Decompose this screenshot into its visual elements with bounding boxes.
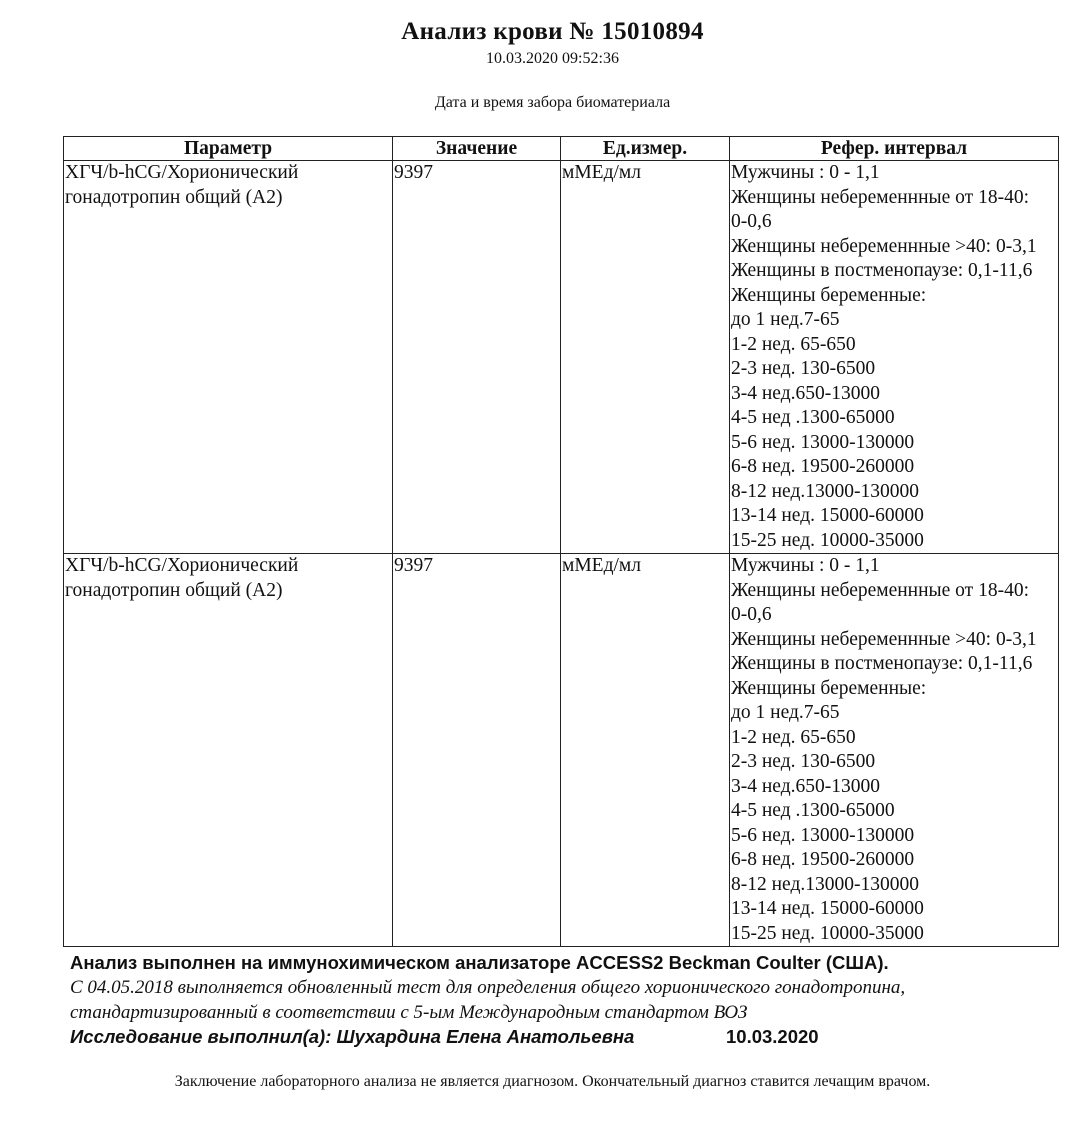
reference-line: Мужчины : 0 - 1,1 [731, 555, 880, 576]
disclaimer: Заключение лабораторного анализа не является диагнозом. Окончательный диагноз ставится лечащим врачом. [174, 1073, 931, 1090]
reference-line: 5-6 нед. 13000-130000 [731, 824, 915, 846]
table-header-row [64, 137, 1059, 161]
table-row [64, 161, 1059, 554]
reference-line: 4-5 нед .1300-65000 [731, 800, 895, 821]
reference-line: 8-12 нед.13000-130000 [731, 480, 919, 502]
reference-line: 0-0,6 [731, 604, 772, 625]
value-cell: 9397 [393, 161, 561, 554]
reference-line: Женщины беременные: [731, 284, 927, 306]
reference-line: 3-4 нед.650-13000 [731, 775, 880, 797]
reference-line: 13-14 нед. 15000-60000 [731, 898, 924, 919]
analyzer-note: Анализ выполнен на иммунохимическом анализаторе ACCESS2 Beckman Coulter (США). [70, 952, 889, 973]
reference-line: Женщины небеременнные от 18-40: [731, 579, 1029, 601]
page-title: Анализ крови № 15010894 [401, 18, 704, 45]
unit-cell: мМЕд/мл [561, 554, 730, 947]
reference-line: 1-2 нед. 65-650 [731, 333, 856, 355]
reference-line: 4-5 нед .1300-65000 [731, 407, 895, 428]
column-header-value: Значение [393, 137, 561, 161]
reference-line: до 1 нед.7-65 [731, 702, 840, 723]
reference-cell [730, 554, 1059, 947]
performer-line [70, 1026, 819, 1048]
performer-name: Исследование выполнил(а): Шухардина Елена Анатольевна [70, 1026, 635, 1047]
column-header-parameter: Параметр [64, 137, 393, 161]
reference-line: 6-8 нед. 19500-260000 [731, 849, 915, 870]
reference-line: 1-2 нед. 65-650 [731, 726, 856, 748]
reference-line: 13-14 нед. 15000-60000 [731, 505, 924, 526]
reference-line: до 1 нед.7-65 [731, 309, 840, 330]
reference-line: Женщины небеременнные >40: 0-3,1 [731, 235, 1037, 257]
test-update-note: С 04.05.2018 выполняется обновленный тест для определения общего хорионического гонадотропина, стандартизированный в соответствии с 5-ым Международным стандартом ВОЗ [70, 977, 906, 1023]
column-header-reference: Рефер. интервал [730, 137, 1059, 161]
column-header-unit: Ед.измер. [561, 137, 730, 161]
reference-line: 6-8 нед. 19500-260000 [731, 456, 915, 477]
parameter-name: ХГЧ/b-hCG/Хорионический [65, 555, 299, 576]
reference-line: 15-25 нед. 10000-35000 [731, 922, 924, 944]
reference-line: Женщины небеременнные >40: 0-3,1 [731, 628, 1037, 650]
reference-line: 8-12 нед.13000-130000 [731, 873, 919, 895]
reference-line: 2-3 нед. 130-6500 [731, 751, 876, 772]
reference-line: 0-0,6 [731, 211, 772, 232]
parameter-name: гонадотропин общий (A2) [65, 186, 283, 208]
analysis-datetime: 10.03.2020 09:52:36 [486, 50, 619, 67]
reference-line: 5-6 нед. 13000-130000 [731, 431, 915, 453]
reference-line: Женщины небеременнные от 18-40: [731, 186, 1029, 208]
reference-line: 2-3 нед. 130-6500 [731, 358, 876, 379]
reference-line: Женщины беременные: [731, 677, 927, 699]
sampling-datetime-label: Дата и время забора биоматериала [434, 94, 671, 111]
results-table [63, 136, 1059, 947]
unit-cell: мМЕд/мл [561, 161, 730, 554]
value-cell: 9397 [393, 554, 561, 947]
parameter-cell [64, 161, 393, 554]
table-row [64, 554, 1059, 947]
reference-line: Женщины в постменопаузе: 0,1-11,6 [731, 653, 1033, 674]
parameter-cell [64, 554, 393, 947]
reference-line: Мужчины : 0 - 1,1 [731, 162, 880, 183]
parameter-name: гонадотропин общий (A2) [65, 579, 283, 601]
reference-cell [730, 161, 1059, 554]
reference-line: Женщины в постменопаузе: 0,1-11,6 [731, 260, 1033, 281]
reference-line: 3-4 нед.650-13000 [731, 382, 880, 404]
reference-line: 15-25 нед. 10000-35000 [731, 529, 924, 551]
parameter-name: ХГЧ/b-hCG/Хорионический [65, 162, 299, 183]
performer-date: 10.03.2020 [726, 1026, 819, 1047]
